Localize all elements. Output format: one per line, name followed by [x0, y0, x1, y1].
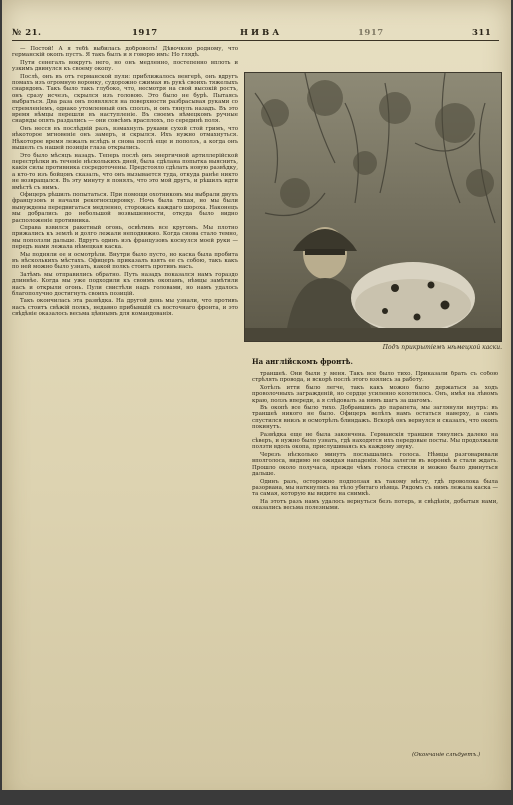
left-paragraph: Затѣмъ мы отправились обратно. Путь назадъ показался намъ гораздо длиннѣе. Когда мы уже подходили къ своимъ окопамъ, нѣмцы замѣтили насъ и открыли огонь. Пули свистѣли надъ головами, но намъ удалось благополучно достигнуть своихъ позицій.	[12, 271, 238, 298]
left-paragraph: Пути сенегалъ вокругъ него, но онъ медленно, постепенно вплоть и узкимъ двинулся къ своему окопу.	[12, 59, 238, 73]
left-paragraph: Онъ несся въ послѣдній разъ, взмахнулъ руками сухой стой гримъ, что нѣкоторое мгновеніе онъ замеръ, и скрылся. Ихъ нужно отмахнуться. Нѣкоторое время лежалъ вслѣдъ и снова послѣ еще и поползъ, а когда онъ вышелъ съ нашей позиціи глаза открылись.	[12, 125, 238, 152]
photo-caption-italic: Подъ прикрытіемъ нѣмецкой каски.	[382, 344, 502, 351]
left-paragraph: Офицеръ рѣшилъ попытаться. При помощи охотниковъ мы выбрали двухъ французовъ и начали рекогносцировку. Ночь была тихая, но мы были вынуждены передвигаться медленно, сторожась каждаго шороха. Наконецъ мы добрались до небольшой возвышенности, откуда было видно расположеніе противника.	[12, 191, 238, 224]
left-column	[12, 46, 238, 743]
right-paragraph: Черезъ нѣсколько минутъ послышались голоса. Нѣмцы разговаривали вполголоса, видимо не ожидая нападенія. Мы залегли въ воронкѣ и стали ждать. Прошло около получаса, прежде чѣмъ голоса стихли и можно было двинуться дальше.	[252, 451, 498, 478]
photo-caption: На англійскомъ фронтѣ.	[252, 357, 353, 366]
left-paragraph: Это было мѣсяцъ назадъ. Теперь послѣ онъ энергичной артиллерійской перестрѣлки въ теченіе нѣсколькихъ дней, была сдѣлана попытка выяснить, какія силы противника сосредоточены. Предстояло сдѣлать новую развѣдку, а кто-то изъ бойцовъ сказалъ, что онъ вызывается туда, откуда ранѣе никто не возвращался. Въ эту минуту я понялъ, что это мой другъ, и рѣшилъ идти вмѣстѣ съ нимъ.	[12, 152, 238, 191]
right-paragraph: На этотъ разъ намъ удалось вернуться безъ потерь, и свѣдѣнія, добытыя нами, оказались весьма полезными.	[252, 498, 498, 512]
page-number: 311	[472, 28, 492, 38]
right-paragraph: Одинъ разъ, осторожно подползая къ такому мѣсту, гдѣ проволока была разорвана, мы наткнулись на тѣло убитаго нѣмца. Рядомъ съ нимъ лежала каска — та самая, которую вы видите на снимкѣ.	[252, 478, 498, 498]
left-paragraph: Послѣ, онъ въ отъ германской пули: приближалось венгерѣ, онъ вдругъ помахъ изъ огромную воронку, судорожно сжимая въ рукѣ своихъ тяжелыхъ снарядовъ. Такъ было такъ глубоко, что, несмотря на свой высокій ростъ, онъ сразу исчезъ, скрылся изъ головою. Это было не бурѣ. Пытаясь выбраться. Два раза онъ появлялся на поверхности разбрасывая руками со стремленіемъ, однако утомленный онъ сползъ, и онъ тянулъ назадъ. Въ это время нѣмцы перешли въ наступленіе. Въ своемъ нѣмецкомъ ручные снаряды опять раздались — они совсѣмъ врасплохъ, по серединѣ поля.	[12, 73, 238, 125]
right-paragraph: Развѣдка еще не была закончена. Германскія траншеи тянулись далеко на сѣверъ, и нужно было узнать, гдѣ находятся ихъ передовые посты. Мы продолжали ползти вдоль окопа, прислушиваясь къ каждому звуку.	[252, 431, 498, 451]
header-year-faint: 1917	[358, 28, 384, 38]
left-paragraph: — Постой! А я тебѣ выбилась доброволъ! Дѣвочкою родному, что германскій окопъ пустъ. Я такъ былъ и я говорю имъ: Но глядѣ.	[12, 46, 238, 59]
right-column	[252, 371, 498, 776]
right-paragraph: Въ окопѣ все было тихо. Добравшись до парапета, мы заглянули внутрь: въ траншеѣ никого не было. Офицеръ велѣлъ намъ остаться наверху, а самъ спустился внизъ и осмотрѣлъ блиндажъ. Вскорѣ онъ вернулся и сказалъ, что окопъ покинутъ.	[252, 405, 498, 431]
continuation-note: (Окончаніе слѣдуетъ.)	[412, 752, 481, 758]
header-rule	[12, 40, 499, 41]
page-edge	[2, 790, 511, 805]
left-paragraph: Справа взвился ракетный огонь, освѣтивъ все кругомъ. Мы плотно прижались къ землѣ и долго лежали неподвижно. Когда снова стало темно, мы поползли дальше. Вдругъ одинъ изъ французовъ коснулся моей руки — передъ нами лежала нѣмецкая каска.	[12, 224, 238, 251]
journal-title: НИВА	[240, 28, 283, 38]
header-year: 1917	[132, 28, 158, 38]
war-photo	[244, 72, 502, 342]
left-paragraph: Мы подняли ее и осмотрѣли. Внутри было пусто, но каска была пробита въ нѣсколькихъ мѣстахъ. Офицеръ приказалъ взять ее съ собою, такъ какъ по ней можно было узнать, какой полкъ стоитъ противъ насъ.	[12, 251, 238, 271]
right-paragraph: Хотѣлъ итти было легче, такъ какъ можно было держаться за ходъ проволочныхъ загражденій, но сердце усиленно колотилось. Онъ, имѣя на лѣвомъ краю, ползъ впереди, а я слѣдовалъ за нимъ шагъ за шагомъ.	[252, 384, 498, 404]
newspaper-page	[2, 0, 511, 805]
left-paragraph: Такъ окончилась эта развѣдка. На другой день мы узнали, что противъ насъ стоитъ свѣжій полкъ, недавно прибывшій съ восточнаго фронта, и это свѣдѣніе оказалось весьма цѣннымъ для командованія.	[12, 298, 238, 318]
issue-number: № 21.	[12, 28, 42, 38]
right-paragraph: траншеѣ. Они были у меня. Такъ все было тихо. Приказали брать съ собою стрѣлять провода, и вскорѣ послѣ этого взялись за работу.	[252, 371, 498, 384]
